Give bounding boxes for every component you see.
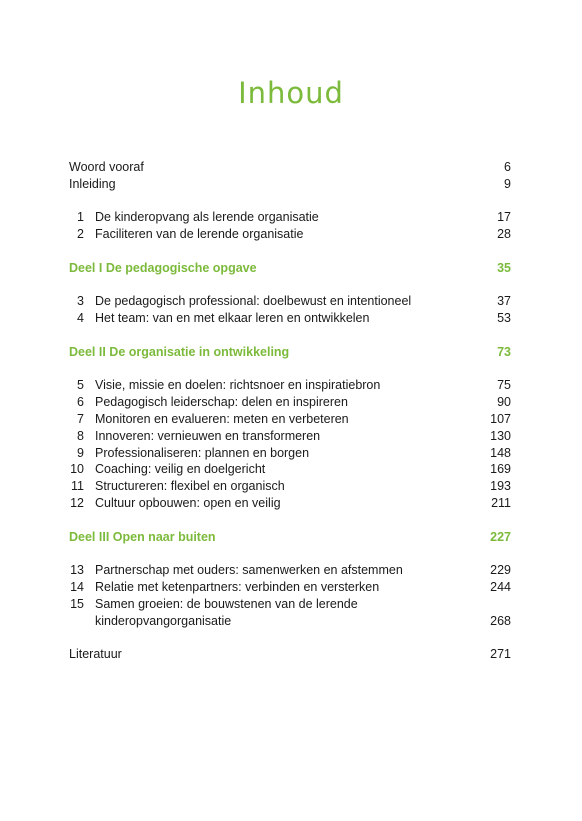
toc-entry-page: 244 <box>490 579 511 594</box>
toc-entry-number: 14 <box>70 579 84 594</box>
toc-part-title: Deel I De pedagogische opgave <box>69 260 257 275</box>
spacer <box>69 193 511 210</box>
toc-entry-title: Relatie met ketenpartners: verbinden en versterken <box>95 579 380 594</box>
toc-part-3[interactable] <box>69 529 511 546</box>
toc-entry-page: 17 <box>497 210 511 225</box>
toc-part-page: 35 <box>497 260 511 275</box>
toc-entry-title: Innoveren: vernieuwen en transformeren <box>95 428 321 443</box>
toc-entry-number: 1 <box>77 210 84 225</box>
toc-entry-title: Woord vooraf <box>69 160 144 174</box>
toc-entry-number: 10 <box>70 462 84 477</box>
toc-entry-number: 4 <box>77 311 84 326</box>
page-title: Inhoud <box>238 76 344 110</box>
toc-entry-page: 130 <box>490 428 511 443</box>
spacer <box>69 545 511 562</box>
toc-entry-page: 28 <box>497 227 511 242</box>
spacer <box>69 277 511 294</box>
toc-entry-title: Visie, missie en doelen: richtsnoer en inspiratiebron <box>95 378 381 393</box>
spacer <box>69 361 511 378</box>
toc-part-title: Deel III Open naar buiten <box>69 529 216 544</box>
toc-entry-number: 15 <box>70 596 84 611</box>
toc-entry-literatuur[interactable] <box>69 646 511 663</box>
toc-entry-chapter-2[interactable] <box>69 226 511 243</box>
toc-entry-page: 268 <box>490 613 511 628</box>
toc-entry-title: Inleiding <box>69 176 116 191</box>
toc-entry-page: 37 <box>497 294 511 309</box>
toc-entry-page: 193 <box>490 479 511 494</box>
toc-entry-number: 6 <box>77 395 84 410</box>
toc-part-title: Deel II De organisatie in ontwikkeling <box>69 344 290 359</box>
toc-part-page: 227 <box>490 529 511 544</box>
toc-entry-title: De pedagogisch professional: doelbewust en intentioneel <box>95 294 412 309</box>
toc-entry-chapter-1[interactable] <box>69 209 511 226</box>
toc-entry-page: 271 <box>490 647 511 662</box>
toc-entry-number: 13 <box>70 563 84 578</box>
toc-entry-title: Professionaliseren: plannen en borgen <box>95 445 310 460</box>
toc-part-1[interactable] <box>69 260 511 277</box>
toc-entry-chapter-6[interactable] <box>69 394 511 411</box>
toc-entry-page: 229 <box>490 563 511 578</box>
toc-entry-title: Coaching: veilig en doelgericht <box>95 462 266 477</box>
toc-entry-page: 53 <box>497 311 511 326</box>
toc-entry-number: 11 <box>71 479 84 494</box>
toc-entry-page: 90 <box>497 395 511 410</box>
spacer <box>69 243 511 260</box>
toc-entry-title: Faciliteren van de lerende organisatie <box>95 227 304 242</box>
toc-entry-page: 107 <box>490 411 511 426</box>
toc-entry-page: 75 <box>497 378 511 393</box>
toc-entry-page: 9 <box>504 176 511 191</box>
toc-entry-chapter-3[interactable] <box>69 293 511 310</box>
toc-entry-page: 169 <box>490 462 511 477</box>
toc-entry-title: Cultuur opbouwen: open en veilig <box>95 495 281 510</box>
toc-entry-title: Partnerschap met ouders: samenwerken en afstemmen <box>95 563 403 578</box>
toc-entry-title: De kinderopvang als lerende organisatie <box>95 210 319 225</box>
toc-entry-woord-vooraf[interactable] <box>69 159 511 176</box>
spacer <box>69 327 511 344</box>
toc-entry-number: 9 <box>77 445 84 460</box>
toc-entry-chapter-9[interactable] <box>69 445 511 462</box>
toc-entry-chapter-13[interactable] <box>69 562 511 579</box>
toc-entry-title <box>84 596 481 630</box>
toc-entry-number: 5 <box>77 378 84 393</box>
toc-entry-number: 12 <box>70 495 84 510</box>
toc-entry-number: 8 <box>77 428 84 443</box>
toc-entry-chapter-15[interactable] <box>69 596 511 630</box>
toc-entry-title-line2: kinderopvangorganisatie <box>95 613 232 628</box>
toc-entry-page: 211 <box>491 495 511 510</box>
toc-entry-chapter-4[interactable] <box>69 310 511 327</box>
toc-entry-number: 2 <box>77 227 84 242</box>
spacer <box>69 512 511 529</box>
toc-entry-chapter-10[interactable] <box>69 461 511 478</box>
toc-entry-inleiding[interactable] <box>69 176 511 193</box>
toc-entry-chapter-12[interactable] <box>69 495 511 512</box>
toc-entry-number: 7 <box>77 411 84 426</box>
toc-entry-chapter-7[interactable] <box>69 411 511 428</box>
toc-entry-title: Structureren: flexibel en organisch <box>95 479 285 494</box>
toc-entry-chapter-11[interactable] <box>69 478 511 495</box>
toc-entry-title: Literatuur <box>69 647 122 662</box>
toc-entry-chapter-14[interactable] <box>69 579 511 596</box>
toc-entry-number: 3 <box>77 294 84 309</box>
toc-entry-chapter-5[interactable] <box>69 377 511 394</box>
table-of-contents <box>69 159 511 663</box>
toc-part-page: 73 <box>497 344 511 359</box>
spacer <box>69 629 511 646</box>
toc-entry-page: 6 <box>504 160 511 174</box>
toc-part-2[interactable] <box>69 344 511 361</box>
toc-entry-title-line1: Samen groeien: de bouwstenen van de lerende <box>95 596 358 611</box>
toc-entry-title: Het team: van en met elkaar leren en ontwikkelen <box>95 311 370 326</box>
toc-entry-page: 148 <box>490 445 511 460</box>
toc-entry-chapter-8[interactable] <box>69 428 511 445</box>
toc-entry-title: Monitoren en evalueren: meten en verbeteren <box>95 411 349 426</box>
toc-entry-title: Pedagogisch leiderschap: delen en inspireren <box>95 395 348 410</box>
